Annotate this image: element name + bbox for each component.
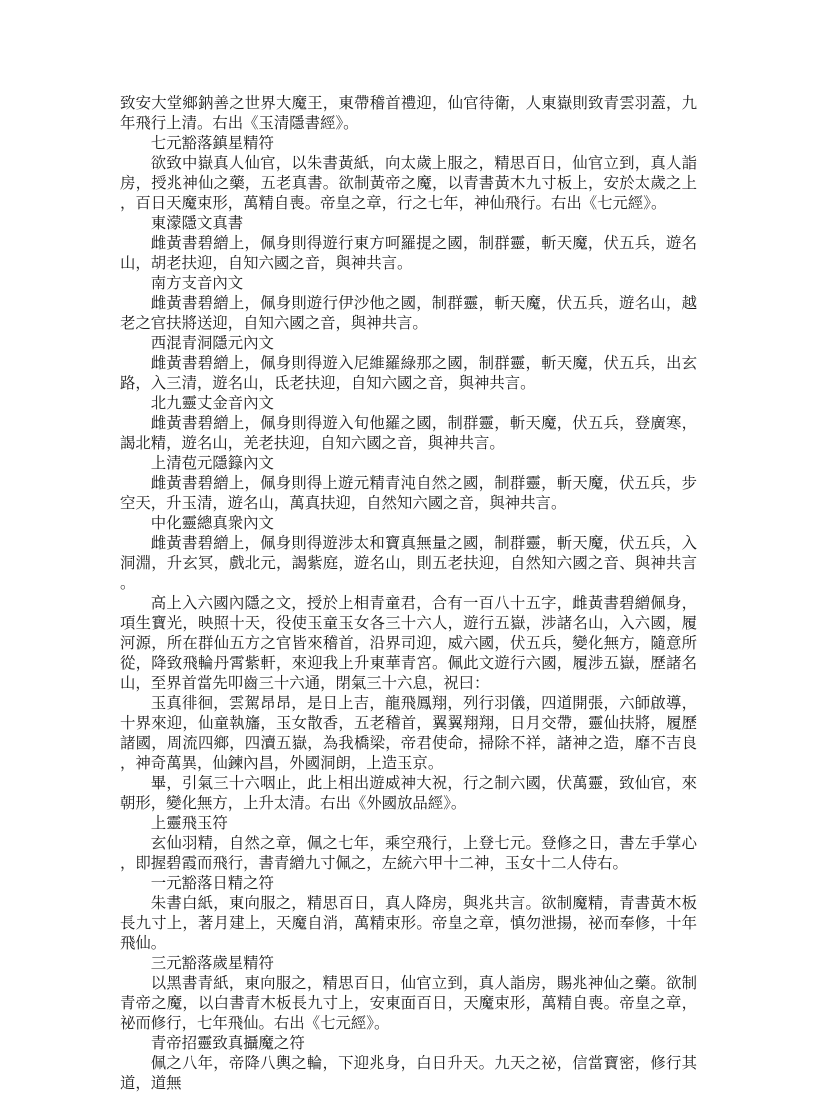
section-heading: 西混青洞隱元內文 xyxy=(150,334,274,352)
paragraph: 朱書白紙，東向服之，精思百日，真人降房，與兆共言。欲制魔精，青書黃木板長九寸上，著月建上，天魔自消，萬精束形。帝皇之章，慎勿泄揚，祕而奉修，十年飛仙。 xyxy=(120,894,697,952)
section-heading: 南方支音內文 xyxy=(150,274,244,292)
document-page xyxy=(120,93,697,1093)
section-heading: 一元豁落日精之符 xyxy=(150,874,274,892)
paragraph-truncated: 佩之八年，帝降八輿之輪，下迎兆身，白日升天。九天之祕，信當寶密，修行其道，道無 xyxy=(120,1054,697,1092)
paragraph: 玄仙羽精，自然之章，佩之七年，乘空飛行，上登七元。登修之日，書左手掌心，即握碧霞而飛行，書青繒九寸佩之，左統六甲十二神，玉女十二人侍右。 xyxy=(120,834,697,872)
paragraph-continued: 致安大堂鄉鈉善之世界大魔王，東帶稽首禮迎，仙官待衛，人東嶽則致青雲羽蓋，九年飛行上清。右出《玉清隱書經》。 xyxy=(120,94,697,132)
paragraph: 雌黃書碧繒上，佩身則得上遊元精青沌自然之國，制群靈，斬天魔，伏五兵，步空天，升玉清，遊名山，萬真扶迎，自然知六國之音，與神共言。 xyxy=(120,474,697,512)
paragraph: 雌黃書碧繒上，佩身則遊行伊沙他之國，制群靈，斬天魔，伏五兵，遊名山，越老之官扶將送迎，自知六國之音，與神共言。 xyxy=(120,294,697,332)
paragraph: 以黑書青紙，東向服之，精思百日，仙官立到，真人詣房，賜兆神仙之藥。欲制青帝之魔，以白書青木板長九寸上，安東面百日，天魔束形，萬精自喪。帝皇之章，祕而修行，七年飛仙。右出《七元經》。 xyxy=(120,974,697,1032)
section-heading: 北九靈丈金音內文 xyxy=(150,394,274,412)
paragraph: 雌黃書碧繒上，佩身則得遊涉太和寶真無量之國，制群靈，斬天魔，伏五兵，入洞淵，升玄冥，戲北元，謁紫庭，遊名山，則五老扶迎，自然知六國之音、與神共言。 xyxy=(120,534,697,592)
section-heading: 中化靈總真衆內文 xyxy=(150,514,274,532)
incantation-paragraph: 玉真徘徊，雲駕昂昂，是日上吉，龍飛鳳翔，列行羽儀，四道開張，六師啟導，十界來迎，仙童執旛，玉女散香，五老稽首，翼翼翔翔，日月交帶，靈仙扶將，履歷諸國，周流四鄉，四瀆五嶽，為我橋梁，帝君使命，掃除不祥，諸神之造，靡不吉良，神奇萬異，仙鍊內昌，外國洞朗，上造玉京。 xyxy=(120,694,697,772)
paragraph: 畢，引氣三十六咽止，此上相出遊威神大祝，行之制六國，伏萬靈，致仙官，來朝形，變化無方，上升太清。右出《外國放品經》。 xyxy=(120,774,697,812)
paragraph: 雌黃書碧繒上，佩身則得遊入尼維羅綠那之國，制群靈，斬天魔，伏五兵，出玄路，入三清，遊名山，氐老扶迎，自知六國之音，與神共言。 xyxy=(120,354,697,392)
section-heading: 青帝招靈致真攝魔之符 xyxy=(150,1034,305,1052)
section-heading: 七元豁落鎮星精符 xyxy=(150,134,274,152)
paragraph: 雌黃書碧繒上，佩身則得遊行東方呵羅提之國，制群靈，斬天魔，伏五兵，遊名山，胡老扶迎，自知六國之音，與神共言。 xyxy=(120,234,697,272)
paragraph: 雌黃書碧繒上，佩身則得遊入旬他羅之國，制群靈，斬天魔，伏五兵，登廣寒，謁北精，遊名山，羌老扶迎，自知六國之音，與神共言。 xyxy=(120,414,697,452)
paragraph: 高上入六國內隱之文，授於上相青童君，合有一百八十五字，雌黃書碧繒佩身，項生寶光，映照十天，役使玉童玉女各三十六人，遊行五嶽，涉諸名山，入六國，履河源，所在群仙五方之官皆來稽首，沿界司迎，威六國，伏五兵，變化無方，隨意所從，降致飛輪丹霄紫軒，來迎我上升東華青宮。佩此文遊行六國，履涉五嶽，歷諸名山，至界首當先叩齒三十六通，閉氣三十六息，祝曰： xyxy=(120,594,697,692)
section-heading: 東濛隱文真書 xyxy=(150,214,244,232)
section-heading: 三元豁落歲星精符 xyxy=(150,954,274,972)
section-heading: 上清苞元隱籙內文 xyxy=(150,454,274,472)
section-heading: 上靈飛玉符 xyxy=(150,814,228,832)
paragraph: 欲致中嶽真人仙官，以朱書黃紙，向太歲上服之，精思百日，仙官立到，真人詣房，授兆神仙之藥，五老真書。欲制黃帝之魔，以青書黃木九寸板上，安於太歲之上，百日天魔束形，萬精自喪。帝皇之章，行之七年，神仙飛行。右出《七元經》。 xyxy=(120,154,697,212)
